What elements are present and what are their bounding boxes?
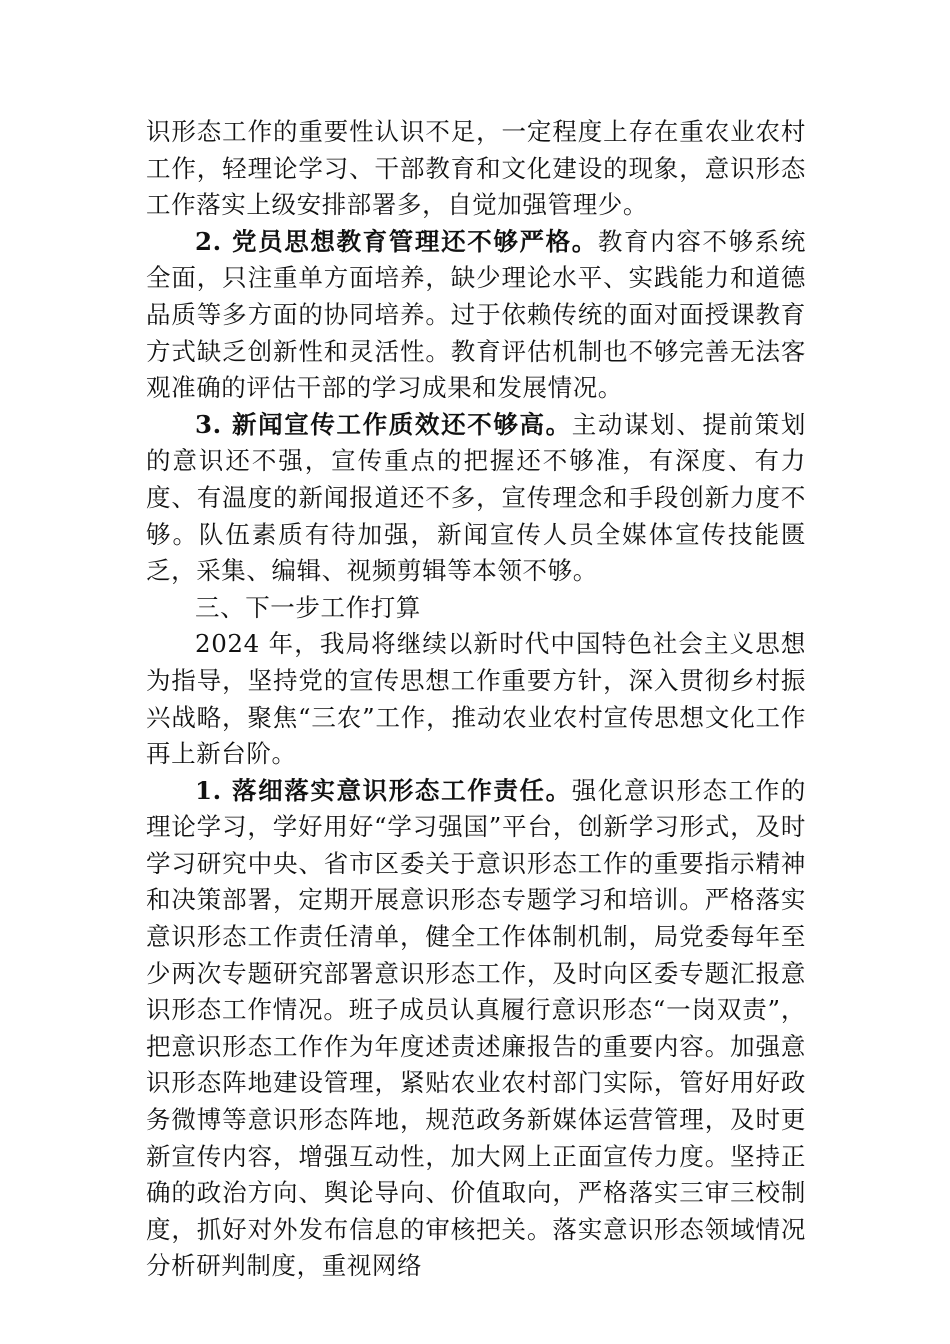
section-title-text: 三、下一步工作打算: [195, 592, 421, 622]
paragraph-heading: 3. 新闻宣传工作质效还不够高。: [195, 409, 572, 439]
paragraph-heading: 2. 党员思想教育管理还不够严格。: [195, 226, 598, 256]
paragraph-plan-intro: [146, 626, 806, 772]
paragraph-text: 2024 年，我局将继续以新时代中国特色社会主义思想为指导，坚持党的宣传思想工作重要方针，深入贯彻乡村振兴战略，聚焦“三农”工作，推动农业农村宣传思想文化工作再上新台阶。: [146, 629, 806, 769]
paragraph-news-publicity: [146, 407, 806, 590]
paragraph-heading: 1. 落细落实意识形态工作责任。: [195, 775, 572, 805]
document-page: [146, 114, 806, 1285]
paragraph-text: 主动谋划、提前策划的意识还不强，宣传重点的把握还不够准，有深度、有力度、有温度的新闻报道还不多，宣传理念和手段创新力度不够。队伍素质有待加强，新闻宣传人员全媒体宣传技能匮乏，采集、编辑、视频剪辑等本领不够。: [146, 409, 806, 586]
paragraph-party-education: [146, 224, 806, 407]
paragraph-text: 识形态工作的重要性认识不足，一定程度上存在重农业农村工作，轻理论学习、干部教育和文化建设的现象，意识形态工作落实上级安排部署多，自觉加强管理少。: [146, 117, 806, 220]
paragraph-text: 强化意识形态工作的理论学习，学好用好“学习强国”平台，创新学习形式，及时学习研究中央、省市区委关于意识形态工作的重要指示精神和决策部署，定期开展意识形态专题学习和培训。严格落实意识形态工作责任清单，健全工作体制机制，局党委每年至少两次专题研究部署意识形态工作，及时向区委专题汇报意识形态工作情况。班子成员认真履行意识形态“一岗双责”，把意识形态工作作为年度述责述廉报告的重要内容。加强意识形态阵地建设管理，紧贴农业农村部门实际，管好用好政务微博等意识形态阵地，规范政务新媒体运营管理，及时更新宣传内容，增强互动性，加大网上正面宣传力度。坚持正确的政治方向、舆论导向、价值取向，严格落实三审三校制度，抓好对外发布信息的审核把关。落实意识形态领域情况分析研判制度，重视网络: [146, 775, 806, 1281]
paragraph-continued: [146, 114, 806, 224]
paragraph-ideology-responsibility: [146, 773, 806, 1285]
paragraph-text: 教育内容不够系统全面，只注重单方面培养，缺少理论水平、实践能力和道德品质等多方面的协同培养。过于依赖传统的面对面授课教育方式缺乏创新性和灵活性。教育评估机制也不够完善无法客观准确的评估干部的学习成果和发展情况。: [146, 226, 806, 403]
section-title: [146, 590, 806, 627]
